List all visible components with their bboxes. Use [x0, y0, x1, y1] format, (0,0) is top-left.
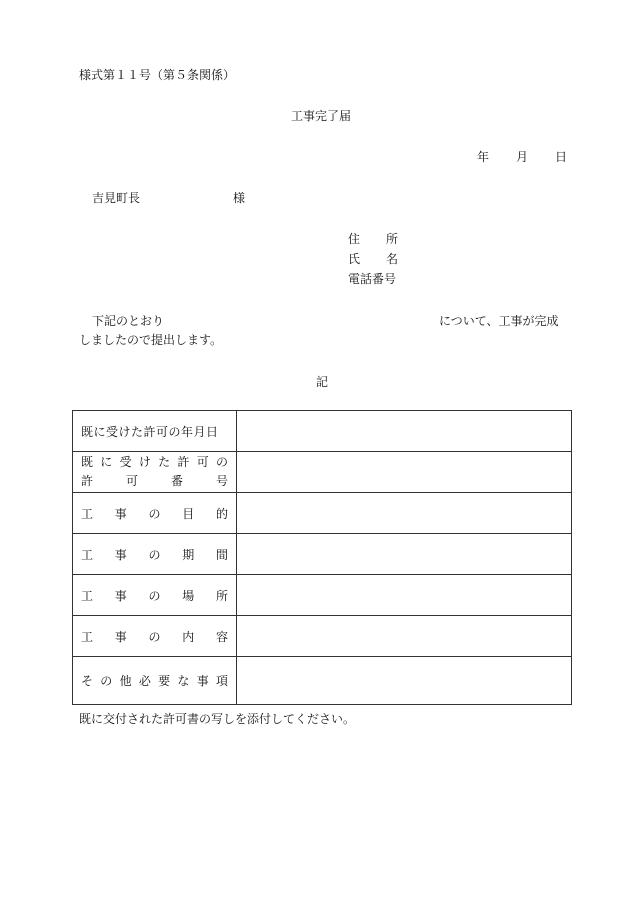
other-char: 必	[138, 674, 151, 688]
permit-date-text: 既に受けた許可の年月日	[81, 424, 219, 439]
permit-number-char: 許	[177, 455, 190, 469]
table-row	[73, 575, 572, 616]
permit-number-char: た	[158, 455, 171, 469]
content-char: の	[148, 629, 161, 644]
name-label-char-1: 氏	[348, 252, 361, 266]
body-line2: しましたので提出します。	[79, 333, 223, 347]
address-label	[348, 230, 398, 247]
location-char: 事	[114, 588, 127, 603]
purpose-char: 的	[215, 506, 228, 521]
permit-number-char: 既	[81, 455, 94, 469]
permit-number-line2	[81, 472, 228, 491]
period-char: 間	[215, 547, 228, 562]
period-label	[73, 534, 237, 575]
content-char: 内	[182, 629, 195, 644]
table-row	[73, 616, 572, 657]
period-label-text	[81, 546, 228, 563]
content-char: 事	[114, 629, 127, 644]
permit-number-field[interactable]	[237, 452, 572, 493]
other-char: 事	[196, 674, 209, 688]
content-char: 容	[215, 629, 228, 644]
address-label-char-1: 住	[348, 232, 361, 246]
name-label-char-2: 名	[385, 252, 398, 266]
location-char: 工	[81, 588, 94, 603]
period-char: の	[148, 547, 161, 562]
location-char: の	[148, 588, 161, 603]
date-day: 日	[555, 150, 568, 164]
purpose-char: 目	[182, 506, 195, 521]
name-label	[348, 250, 398, 267]
location-char: 場	[182, 588, 195, 603]
other-char: そ	[81, 674, 94, 688]
period-char: 工	[81, 547, 94, 562]
address-label-char-2: 所	[385, 232, 398, 246]
period-char: 期	[182, 547, 195, 562]
purpose-field[interactable]	[237, 493, 572, 534]
permit-number-char: 許	[81, 474, 94, 488]
other-field[interactable]	[237, 657, 572, 705]
location-field[interactable]	[237, 575, 572, 616]
purpose-char: 工	[81, 506, 94, 521]
table-row	[73, 411, 572, 452]
permit-date-label	[73, 411, 237, 452]
table-row	[73, 452, 572, 493]
table-row	[73, 657, 572, 705]
permit-number-char: 可	[125, 474, 138, 488]
footnote: 既に交付された許可書の写しを添付してください。	[79, 712, 356, 726]
body-line1-start: 下記のとおり	[92, 314, 165, 328]
location-label-text	[81, 587, 228, 604]
permit-number-char: の	[215, 455, 228, 469]
location-char: 所	[215, 588, 228, 603]
details-table	[72, 410, 572, 705]
other-char: 項	[215, 674, 228, 688]
permit-number-char: け	[138, 455, 151, 469]
addressee-name: 吉見町長	[92, 191, 141, 205]
permit-number-char: に	[100, 455, 113, 469]
purpose-label	[73, 493, 237, 534]
phone-label: 電話番号	[348, 272, 397, 286]
other-label	[73, 657, 237, 705]
table-row	[73, 534, 572, 575]
permit-number-char: 番	[170, 474, 183, 488]
permit-number-line1	[81, 453, 228, 472]
purpose-label-text	[81, 505, 228, 522]
period-field[interactable]	[237, 534, 572, 575]
table-row	[73, 493, 572, 534]
date-year: 年	[477, 150, 490, 164]
date-month: 月	[516, 150, 529, 164]
other-label-text	[81, 672, 228, 689]
permit-number-char: 号	[215, 474, 228, 488]
period-char: 事	[114, 547, 127, 562]
other-char: の	[100, 674, 113, 688]
content-label	[73, 616, 237, 657]
purpose-char: の	[148, 506, 161, 521]
purpose-char: 事	[114, 506, 127, 521]
other-char: 他	[119, 674, 132, 688]
body-line1-end: について、工事が完成	[439, 314, 559, 328]
permit-number-char: 受	[119, 455, 132, 469]
other-char: な	[177, 674, 190, 688]
location-label	[73, 575, 237, 616]
ki-heading: 記	[316, 375, 329, 389]
form-number: 様式第１１号（第５条関係）	[79, 68, 236, 82]
content-label-text	[81, 628, 228, 645]
document-title: 工事完了届	[291, 109, 352, 123]
content-field[interactable]	[237, 616, 572, 657]
addressee-honorific: 様	[233, 191, 246, 205]
permit-number-label	[73, 452, 237, 493]
content-char: 工	[81, 629, 94, 644]
permit-number-char: 可	[196, 455, 209, 469]
permit-date-field[interactable]	[237, 411, 572, 452]
other-char: 要	[158, 674, 171, 688]
